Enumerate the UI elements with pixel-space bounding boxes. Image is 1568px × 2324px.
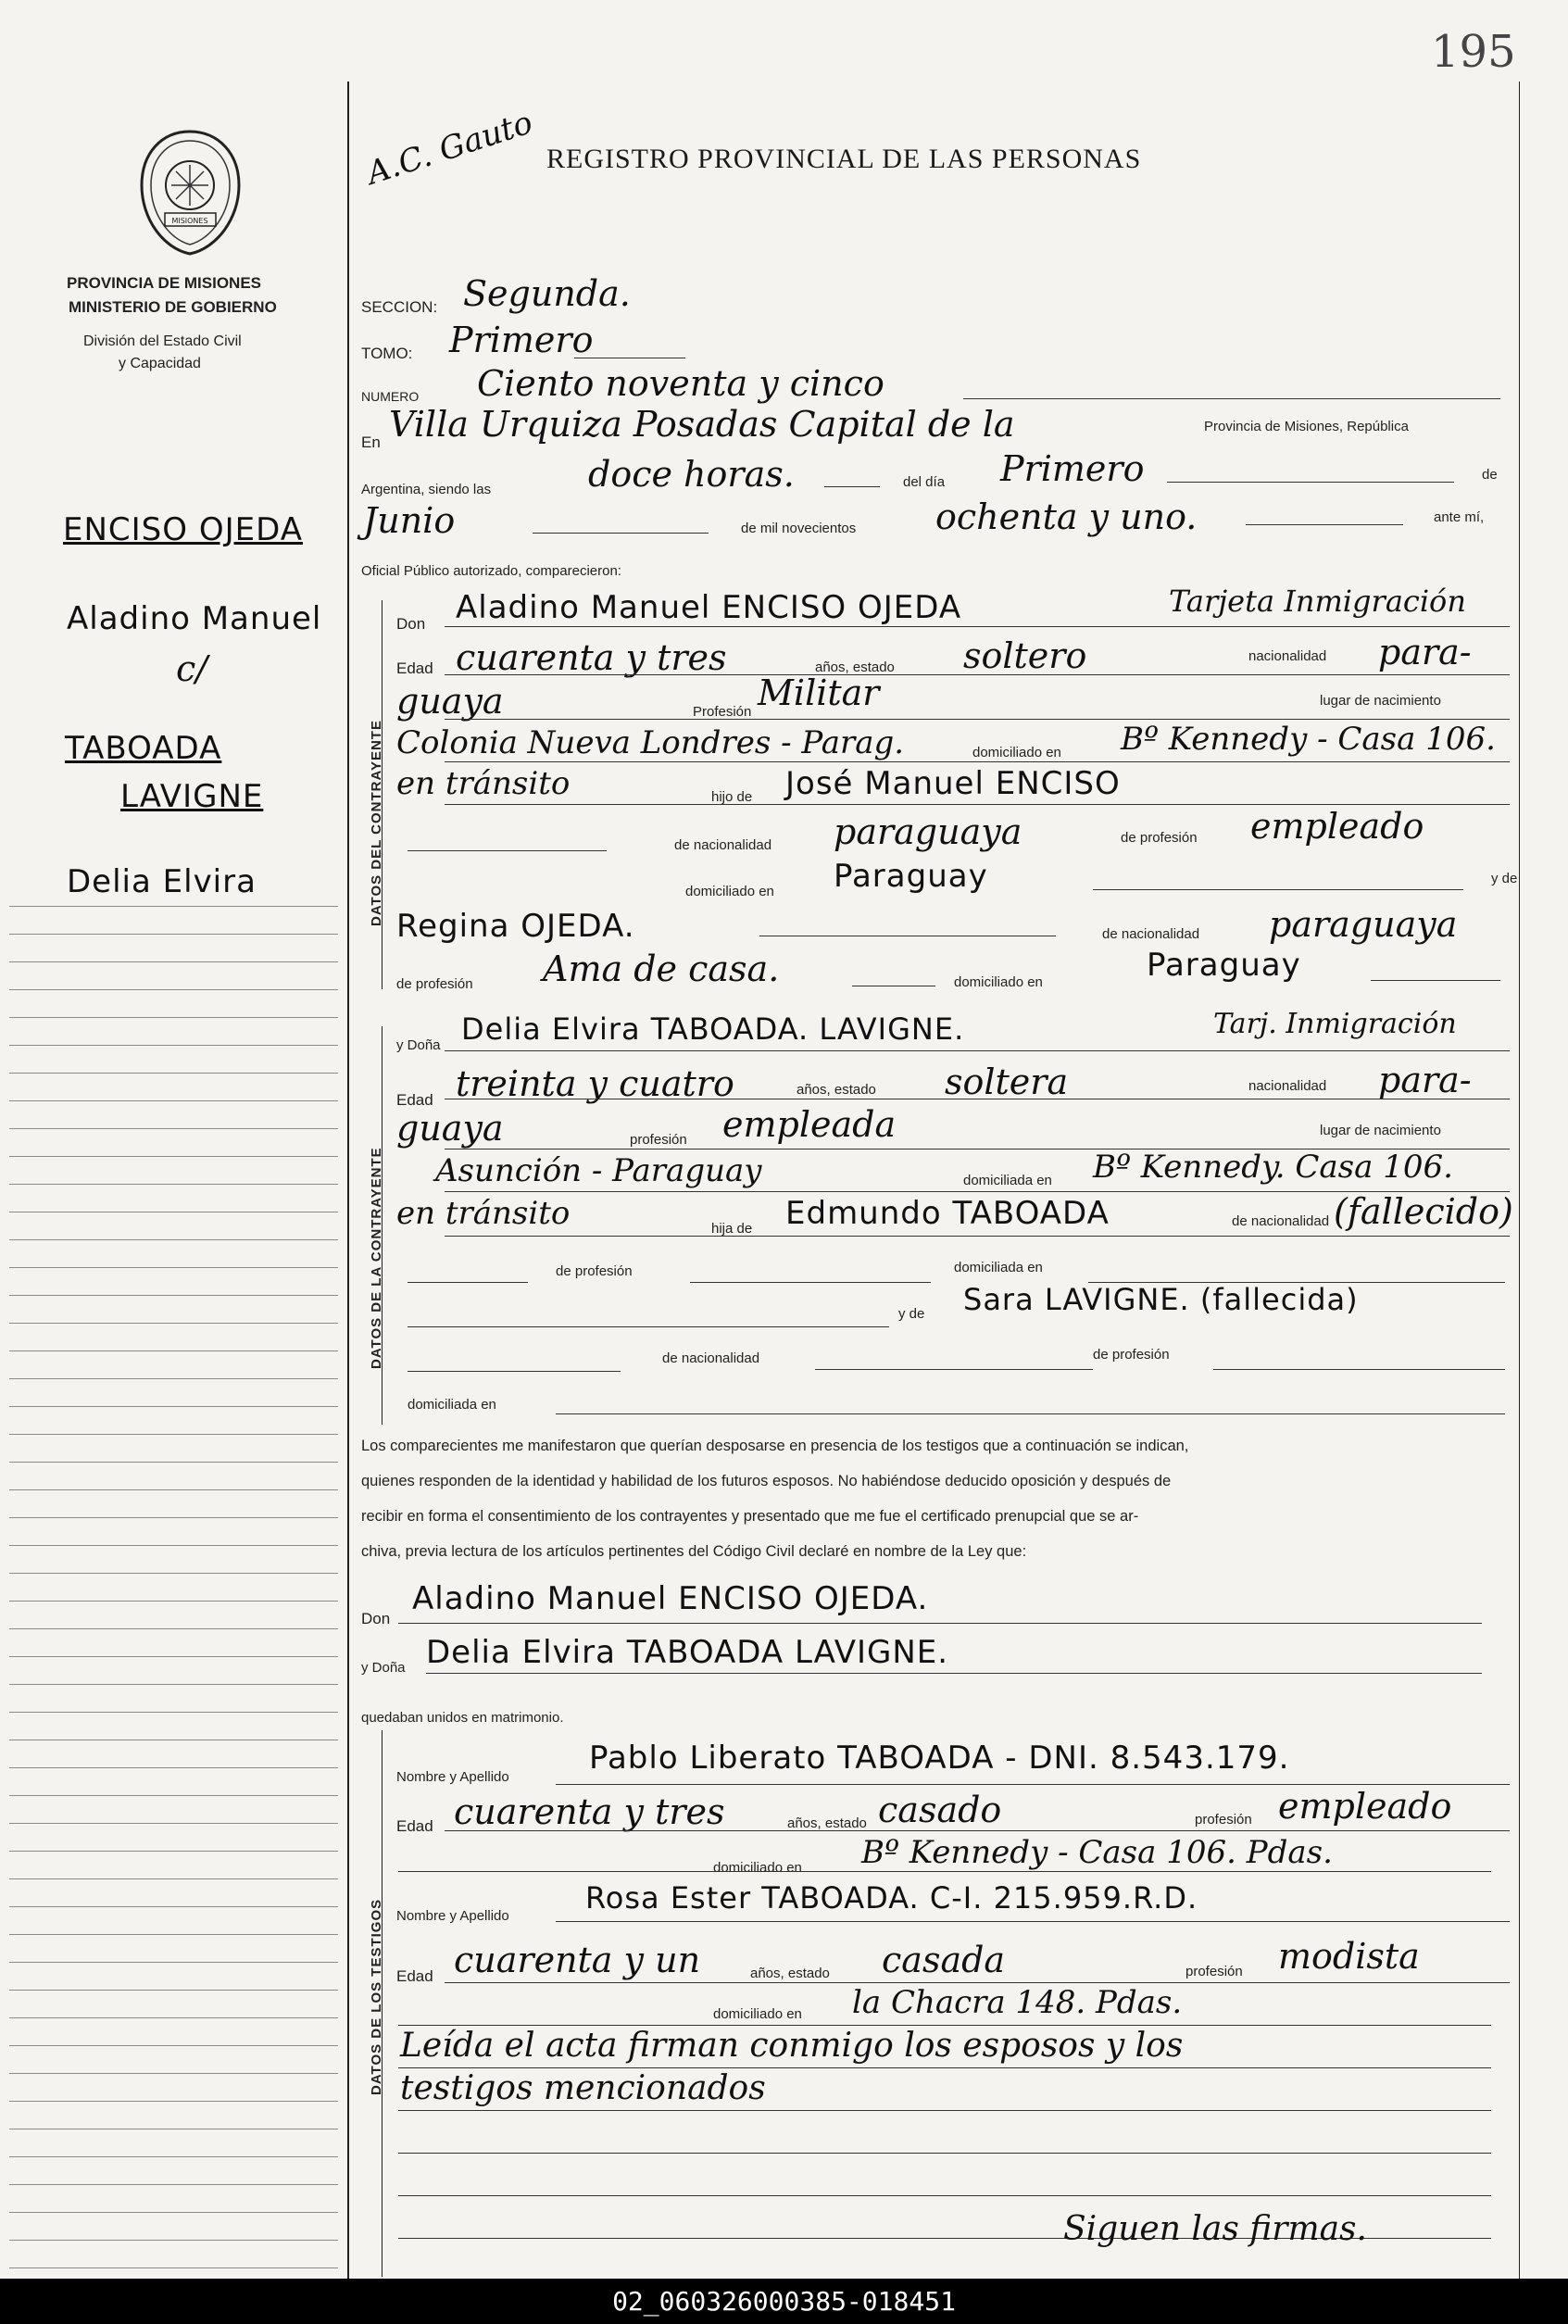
unidos-text: quedaban unidos en matrimonio. [361, 1710, 564, 1726]
ante-label: ante mí, [1434, 509, 1485, 525]
declaracion-line4: chiva, previa lectura de los artículos pertinentes del Código Civil declaré en nombre de la Ley que: [361, 1543, 1027, 1560]
seccion-value: Segunda. [463, 273, 631, 314]
c2-nombre: Delia Elvira TABOADA. LAVIGNE. [461, 1011, 965, 1047]
c2-padre-estado: (fallecido) [1334, 1191, 1513, 1232]
c1-padre-dom-label: domiciliado en [685, 884, 774, 899]
t1-edad-label: Edad [396, 1817, 433, 1835]
c2-madre-prof-label: de profesión [1093, 1347, 1170, 1363]
c2-nac-label: nacionalidad [1248, 1078, 1327, 1094]
esposa-nombre: Delia Elvira TABOADA LAVIGNE. [426, 1634, 949, 1671]
c2-lugar-nac-label: lugar de nacimiento [1320, 1123, 1441, 1138]
t2-edad: cuarenta y un [454, 1940, 701, 1980]
c1-domicilio: Bº Kennedy - Casa 106. [1121, 721, 1496, 758]
c2-padre-dom-label: domiciliada en [954, 1260, 1043, 1275]
del-dia-label: del día [903, 474, 946, 490]
hora-value: doce horas. [588, 454, 795, 495]
c2-padre-nac-label: de nacionalidad [1232, 1213, 1330, 1229]
esposa-label: y Doña [361, 1660, 406, 1676]
c1-profesion: Militar [758, 672, 880, 713]
c1-padre-dom: Paraguay [834, 858, 988, 895]
t1-estado: casado [878, 1790, 1002, 1830]
t1-nombre-label: Nombre y Apellido [396, 1769, 509, 1785]
siguen-firmas: Siguen las firmas. [1063, 2210, 1367, 2248]
c1-nacionalidad2: guaya [396, 681, 504, 722]
margin-surname2a: TABOADA [65, 730, 222, 767]
declaracion-line1: Los comparecientes me manifestaron que querían desposarse en presencia de los testigos que a continuación se indican, [361, 1438, 1189, 1454]
c1-padre-prof: empleado [1250, 806, 1424, 847]
c1-madre-nac: paraguaya [1269, 904, 1458, 945]
esposo-label: Don [361, 1610, 391, 1627]
t2-anios-label: años, estado [750, 1966, 830, 1981]
numero-value: Ciento noventa y cinco [477, 363, 884, 404]
t2-domicilio: la Chacra 148. Pdas. [852, 1984, 1183, 2021]
annotation: A.C. Gauto [362, 104, 537, 193]
right-rule [1519, 82, 1520, 2279]
org-division: División del Estado Civil [83, 333, 242, 349]
don-label: Don [396, 615, 426, 633]
c2-edad-label: Edad [396, 1091, 433, 1109]
contrayente1-section-label: DATOS DEL CONTRAYENTE [369, 720, 384, 926]
c2-madre: Sara LAVIGNE. (fallecida) [963, 1282, 1359, 1317]
en-label: En [361, 433, 381, 451]
testigos-nota1: Leída el acta firman conmigo los esposos y los [400, 2027, 1184, 2065]
c1-nombre: Aladino Manuel ENCISO OJEDA [456, 589, 962, 626]
t2-edad-label: Edad [396, 1967, 433, 1985]
c1-nac-label: nacionalidad [1248, 648, 1327, 664]
c2-padre-prof-label: de profesión [556, 1263, 633, 1279]
c1-domiciliado-label: domiciliado en [972, 745, 1061, 760]
t2-profesion-label: profesión [1185, 1964, 1243, 1979]
c1-madre-prof-label: de profesión [396, 976, 473, 992]
c1-estado: soltero [963, 635, 1087, 676]
c1-lugar-nac: Colonia Nueva Londres - Parag. [396, 724, 905, 761]
c1-padre: José Manuel ENCISO [785, 765, 1121, 802]
c1-hijo-label: hijo de [711, 789, 753, 805]
lugar-value: Villa Urquiza Posadas Capital de la [389, 404, 1015, 445]
numero-label: NUMERO [361, 389, 420, 404]
c1-edad-label: Edad [396, 660, 433, 677]
svg-text:MISIONES: MISIONES [171, 217, 208, 225]
c2-hija-label: hija de [711, 1221, 753, 1237]
t1-profesion-label: profesión [1195, 1812, 1252, 1828]
c1-madre-dom-label: domiciliado en [954, 974, 1043, 990]
c2-documento: Tarj. Inmigración [1213, 1008, 1457, 1040]
margin-name1: Aladino Manuel [67, 600, 322, 637]
provincial-seal-icon [137, 128, 244, 258]
org-ministry: MINISTERIO DE GOBIERNO [69, 298, 277, 316]
argentina-label: Argentina, siendo las [361, 482, 492, 497]
t1-edad: cuarenta y tres [454, 1791, 725, 1832]
org-division-2: y Capacidad [119, 356, 201, 371]
tomo-label: TOMO: [361, 345, 413, 362]
c1-transito: en tránsito [396, 765, 571, 802]
c1-madre: Regina OJEDA. [396, 908, 635, 945]
contrayente2-section-label: DATOS DE LA CONTRAYENTE [369, 1147, 384, 1369]
c1-madre-dom: Paraguay [1147, 947, 1301, 984]
c1-anios-label: años, estado [815, 660, 895, 675]
margin-name2: Delia Elvira [67, 863, 257, 900]
anio-value: ochenta y uno. [935, 496, 1198, 537]
c2-padre: Edmundo TABOADA [785, 1195, 1110, 1232]
de-label: de [1482, 467, 1498, 483]
declaracion-line3: recibir en forma el consentimiento de los contrayentes y presentado que me fue el certificado prenupcial que se ar- [361, 1508, 1139, 1525]
c2-profesion: empleada [722, 1104, 897, 1145]
oficial-label: Oficial Público autorizado, comparecieron: [361, 563, 621, 579]
seccion-label: SECCION: [361, 298, 438, 316]
c2-transito: en tránsito [396, 1195, 571, 1232]
c2-edad: treinta y cuatro [456, 1063, 734, 1104]
t1-anios-label: años, estado [787, 1815, 867, 1831]
c1-padre-nac-label: de nacionalidad [674, 837, 772, 853]
c2-profesion-label: profesión [630, 1132, 687, 1148]
t2-nombre-label: Nombre y Apellido [396, 1908, 509, 1924]
c1-madre-nac-label: de nacionalidad [1102, 926, 1200, 942]
tomo-value: Primero [449, 320, 594, 360]
c2-nacionalidad2: guaya [396, 1108, 504, 1149]
testigos-nota2: testigos mencionados [400, 2069, 766, 2107]
testigos-section-label: DATOS DE LOS TESTIGOS [369, 1898, 384, 2095]
t1-domiciliado-label: domiciliado en [713, 1860, 802, 1876]
c1-padre-nac: paraguaya [834, 811, 1022, 852]
c2-nacionalidad: para- [1378, 1060, 1472, 1100]
footer-code: 02_060326000385-018451 [0, 2279, 1568, 2324]
margin-surname2b: LAVIGNE [120, 778, 264, 815]
c1-edad: cuarenta y tres [456, 637, 727, 678]
document-title: REGISTRO PROVINCIAL DE LAS PERSONAS [546, 144, 1142, 174]
esposo-nombre: Aladino Manuel ENCISO OJEDA. [412, 1580, 929, 1617]
provincia-text: Provincia de Misiones, República [1204, 419, 1409, 434]
c2-domicilio: Bº Kennedy. Casa 106. [1093, 1149, 1453, 1186]
t2-nombre: Rosa Ester TABOADA. C-I. 215.959.R.D. [585, 1880, 1198, 1916]
c2-lugar-nac: Asunción - Paraguay [435, 1152, 762, 1189]
c1-y-de-label: y de [1491, 871, 1518, 886]
dia-value: Primero [1000, 448, 1145, 489]
t1-domicilio: Bº Kennedy - Casa 106. Pdas. [861, 1834, 1333, 1871]
c2-estado: soltera [945, 1062, 1069, 1102]
margin-conj: c/ [176, 648, 208, 689]
c1-padre-prof-label: de profesión [1121, 830, 1198, 846]
margin-rule [347, 82, 349, 2279]
c2-y-de-label: y de [898, 1306, 925, 1322]
margin-surname: ENCISO OJEDA [63, 511, 303, 548]
t2-domiciliado-label: domiciliado en [713, 2006, 802, 2022]
c2-anios-label: años, estado [797, 1082, 876, 1098]
c1-profesion-label: Profesión [693, 704, 752, 720]
org-province: PROVINCIA DE MISIONES [67, 274, 262, 292]
page-number: 195 [1431, 26, 1516, 78]
mes-value: Junio [363, 500, 456, 541]
t1-profesion: empleado [1278, 1786, 1452, 1827]
c2-madre-nac-label: de nacionalidad [662, 1350, 760, 1366]
c1-madre-prof: Ama de casa. [543, 948, 780, 989]
c2-madre-dom-label: domiciliada en [408, 1397, 496, 1413]
c1-nacionalidad: para- [1378, 632, 1472, 672]
t2-profesion: modista [1278, 1936, 1420, 1977]
c2-domiciliada-label: domiciliada en [963, 1173, 1052, 1188]
t2-estado: casada [882, 1940, 1006, 1980]
c1-documento: Tarjeta Inmigración [1169, 584, 1466, 619]
mil-label: de mil novecientos [741, 521, 857, 536]
declaracion-line2: quienes responden de la identidad y habilidad de los futuros esposos. No habiéndose deducido oposición y después de [361, 1473, 1172, 1489]
dona-label: y Doña [396, 1037, 441, 1053]
c1-lugar-nac-label: lugar de nacimiento [1320, 693, 1441, 709]
t1-nombre: Pablo Liberato TABOADA - DNI. 8.543.179. [589, 1740, 1290, 1777]
